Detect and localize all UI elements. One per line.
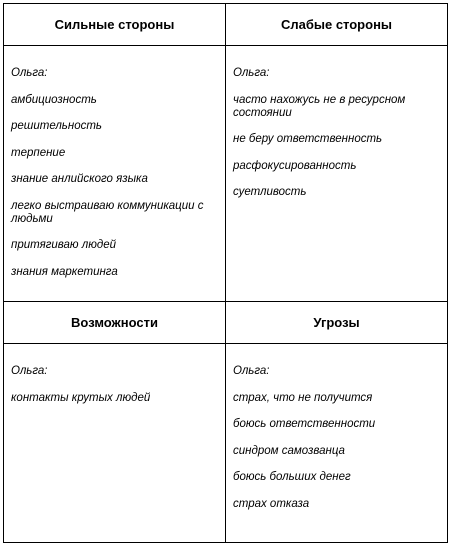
threats-item: синдром самозванца <box>233 444 345 457</box>
strengths-cell <box>4 46 226 302</box>
swot-body-row-top <box>4 46 448 302</box>
weaknesses-item: расфокусированность <box>233 159 357 172</box>
threats-item: Ольга: <box>233 365 270 377</box>
weaknesses-item: Ольга: <box>233 67 270 79</box>
weaknesses-item: часто нахожусь не в ресурсном состоянии <box>233 93 406 119</box>
weaknesses-cell <box>226 46 448 302</box>
weaknesses-item: не беру ответственность <box>233 133 383 145</box>
threats-item: боюсь больших денег <box>233 471 351 483</box>
strengths-item: Ольга: <box>11 67 48 79</box>
swot-header-row-bottom <box>4 302 448 344</box>
threats-cell <box>226 344 448 543</box>
swot-body-row-bottom <box>4 344 448 543</box>
swot-table <box>3 3 448 543</box>
strengths-item: притягиваю людей <box>11 239 117 251</box>
threats-item: страх, что не получится <box>233 391 373 404</box>
threats-item: страх отказа <box>233 497 310 510</box>
opportunities-cell <box>4 344 226 543</box>
threats-header: Угрозы <box>226 302 448 344</box>
strengths-item: терпение <box>11 146 66 159</box>
threats-item: боюсь ответственности <box>233 418 376 430</box>
strengths-item: знание анлийского языка <box>11 173 148 185</box>
weaknesses-header: Слабые стороны <box>226 4 448 46</box>
swot-header-row-top <box>4 4 448 46</box>
strengths-item: знания маркетинга <box>11 265 118 278</box>
opportunities-item: контакты крутых людей <box>11 391 151 404</box>
strengths-item: решительность <box>11 120 102 132</box>
strengths-item: амбициозность <box>11 93 97 106</box>
opportunities-item: Ольга: <box>11 365 48 377</box>
strengths-item: легко выстраиваю коммуникации с людьми <box>11 199 204 225</box>
opportunities-header: Возможности <box>4 302 226 344</box>
strengths-header: Сильные стороны <box>4 4 226 46</box>
weaknesses-item: суетливость <box>233 186 307 198</box>
